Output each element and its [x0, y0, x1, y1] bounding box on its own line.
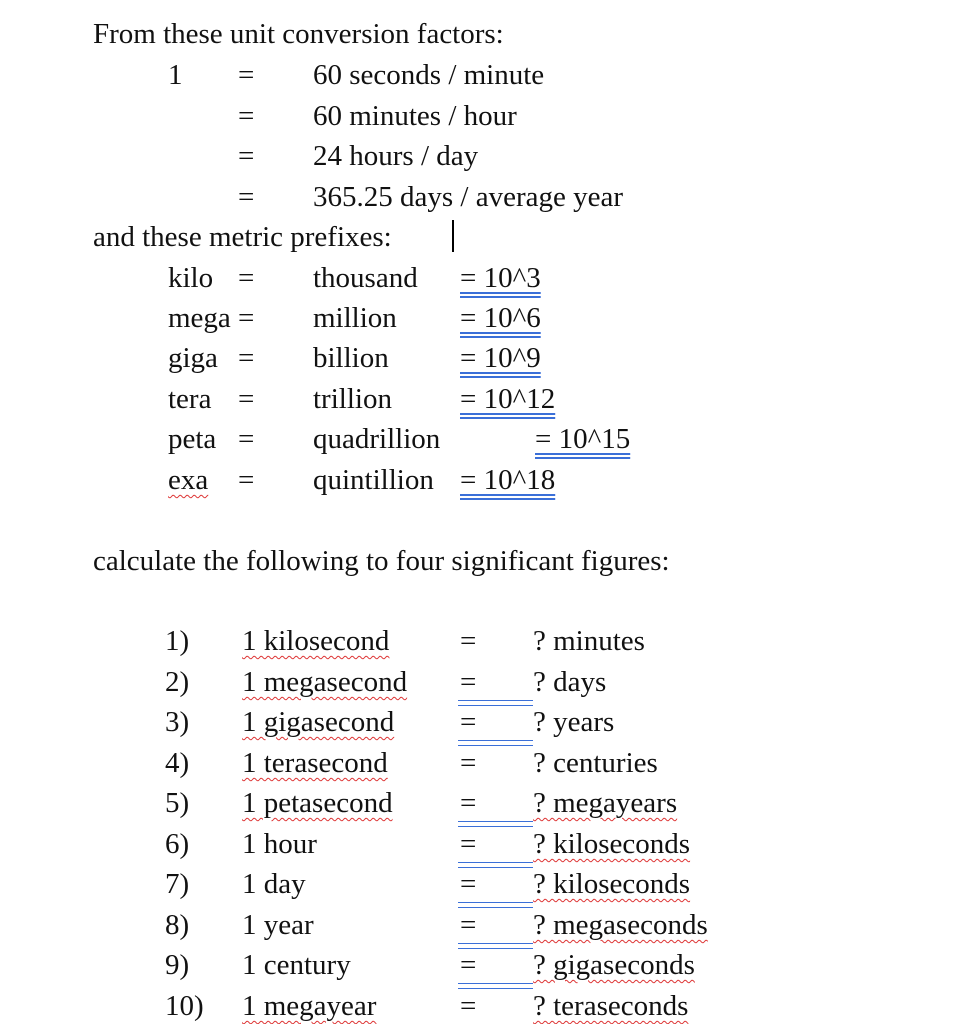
problem-number: 8) — [165, 909, 190, 941]
conversion-equals: = — [238, 59, 255, 91]
problem-given: 1 petasecond — [242, 787, 393, 819]
grammar-underline — [458, 983, 533, 989]
conversion-equals: = — [238, 181, 255, 213]
problem-equals: = — [460, 706, 477, 738]
problem-answer: ? days — [533, 666, 607, 698]
problem-number: 9) — [165, 949, 190, 981]
problem-equals: = — [460, 868, 477, 900]
problem-equals: = — [460, 909, 477, 941]
problem-given: 1 century — [242, 949, 351, 981]
prefix-power: = 10^6 — [460, 302, 541, 334]
problem-answer: ? years — [533, 706, 615, 738]
problem-given: 1 gigasecond — [242, 706, 395, 738]
prefix-power: = 10^3 — [460, 262, 541, 294]
problem-number: 1) — [165, 625, 190, 657]
problem-number: 2) — [165, 666, 190, 698]
prefix-word: million — [313, 302, 397, 334]
problem-answer: ? kiloseconds — [533, 828, 691, 860]
problem-equals: = — [460, 666, 477, 698]
problem-answer: ? minutes — [533, 625, 645, 657]
problem-answer: ? megayears — [533, 787, 678, 819]
problem-equals: = — [460, 828, 477, 860]
task-text: calculate the following to four significant figures: — [93, 545, 670, 577]
problem-answer: ? megaseconds — [533, 909, 708, 941]
problem-equals: = — [460, 747, 477, 779]
prefix-equals: = — [238, 464, 255, 496]
prefix-word: billion — [313, 342, 389, 374]
intro-text: From these unit conversion factors: — [93, 18, 504, 50]
prefix-name: mega — [168, 302, 231, 334]
problem-given: 1 kilosecond — [242, 625, 390, 657]
problem-number: 6) — [165, 828, 190, 860]
prefix-equals: = — [238, 342, 255, 374]
prefix-word: quintillion — [313, 464, 434, 496]
prefix-name: giga — [168, 342, 218, 374]
problem-answer: ? gigaseconds — [533, 949, 695, 981]
problem-equals: = — [460, 787, 477, 819]
conversion-factor: 365.25 days / average year — [313, 181, 624, 213]
prefix-word: trillion — [313, 383, 392, 415]
grammar-underline — [458, 902, 533, 908]
problem-number: 3) — [165, 706, 190, 738]
grammar-underline — [458, 740, 533, 746]
prefix-equals: = — [238, 423, 255, 455]
prefix-equals: = — [238, 302, 255, 334]
prefix-equals: = — [238, 383, 255, 415]
prefix-name: tera — [168, 383, 212, 415]
prefix-equals: = — [238, 262, 255, 294]
prefix-power: = 10^18 — [460, 464, 556, 496]
conversion-equals: = — [238, 140, 255, 172]
prefix-word: thousand — [313, 262, 418, 294]
problem-given: 1 hour — [242, 828, 317, 860]
prefix-word: quadrillion — [313, 423, 441, 455]
prefix-intro-text: and these metric prefixes: — [93, 221, 392, 253]
prefix-name: exa — [168, 464, 209, 496]
prefix-power: = 10^12 — [460, 383, 556, 415]
problem-equals: = — [460, 990, 477, 1022]
conversion-factor: 60 seconds / minute — [313, 59, 545, 91]
conversion-lhs: 1 — [168, 59, 183, 91]
problem-number: 4) — [165, 747, 190, 779]
problem-given: 1 day — [242, 868, 306, 900]
problem-equals: = — [460, 625, 477, 657]
conversion-factor: 24 hours / day — [313, 140, 479, 172]
problem-number: 10) — [165, 990, 204, 1022]
problem-number: 7) — [165, 868, 190, 900]
problem-answer: ? kiloseconds — [533, 868, 691, 900]
problem-equals: = — [460, 949, 477, 981]
problem-given: 1 terasecond — [242, 747, 388, 779]
prefix-name: peta — [168, 423, 217, 455]
problem-number: 5) — [165, 787, 190, 819]
prefix-name: kilo — [168, 262, 214, 294]
problem-given: 1 year — [242, 909, 314, 941]
prefix-power: = 10^9 — [460, 342, 541, 374]
problem-given: 1 megayear — [242, 990, 377, 1022]
problem-answer: ? centuries — [533, 747, 658, 779]
grammar-underline — [458, 821, 533, 827]
text-cursor — [452, 220, 454, 252]
problem-answer: ? teraseconds — [533, 990, 689, 1022]
prefix-power: = 10^15 — [535, 423, 631, 455]
conversion-equals: = — [238, 100, 255, 132]
problem-given: 1 megasecond — [242, 666, 408, 698]
conversion-factor: 60 minutes / hour — [313, 100, 517, 132]
